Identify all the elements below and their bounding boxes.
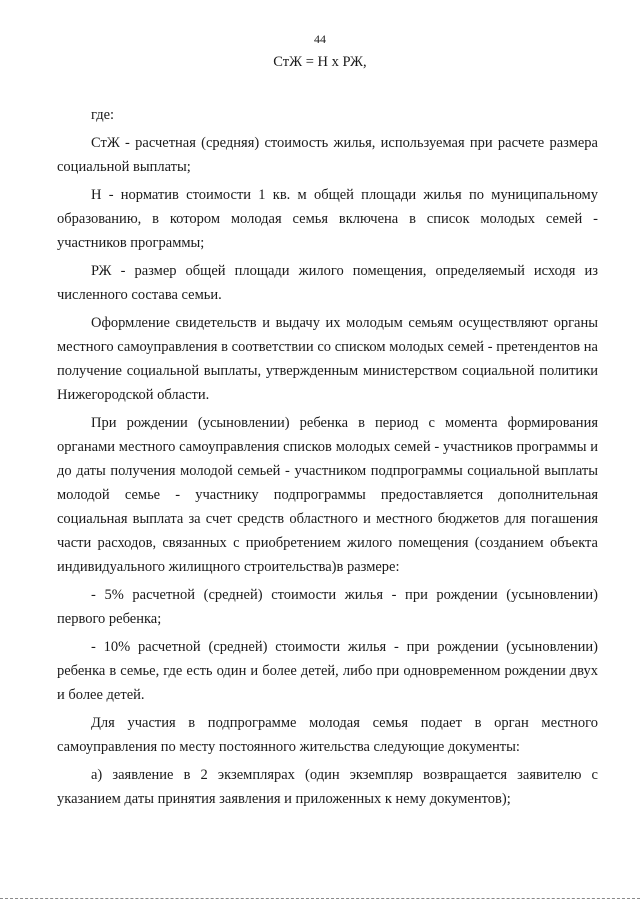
formula: СтЖ = Н х РЖ, [273, 54, 367, 70]
list-item-five-percent: - 5% расчетной (средней) стоимости жилья - при рождении (усыновлении) первого ребенка; [57, 587, 598, 627]
page-number: 44 [314, 32, 326, 46]
paragraph-certificates: Оформление свидетельств и выдачу их молодым семьям осуществляют органы местного самоуправления в соответствии со списком молодых семей - претендентов на получение социальной выплаты, утвержденным министерством социальной политики Нижегородской области. [57, 315, 598, 403]
list-item-application: а) заявление в 2 экземплярах (один экземпляр возвращается заявителю с указанием даты принятия заявления и приложенных к нему документов); [57, 767, 598, 807]
document-body [57, 103, 598, 811]
list-item-ten-percent: - 10% расчетной (средней) стоимости жилья - при рождении (усыновлении) ребенка в семье, где есть один и более детей, либо при одновременном рождении двух и более детей. [57, 639, 598, 703]
paragraph-additional-payment: При рождении (усыновлении) ребенка в период с момента формирования органами местного самоуправления списков молодых семей - участников программы и до даты получения молодой семьей - участником подпрограммы социальной выплаты молодой семье - участнику подпрограммы предоставляется дополнительная социальная выплата за счет средств областного и местного бюджетов для погашения части расходов, связанных с приобретением жилого помещения (созданием объекта индивидуального жилищного строительства)в размере: [57, 415, 598, 575]
paragraph-documents-intro: Для участия в подпрограмме молодая семья подает в орган местного самоуправления по месту постоянного жительства следующие документы: [57, 715, 598, 755]
paragraph-rzh-definition: РЖ - размер общей площади жилого помещения, определяемый исходя из численного состава семьи. [57, 263, 598, 303]
paragraph-where: где: [91, 107, 115, 123]
paragraph-n-definition: Н - норматив стоимости 1 кв. м общей площади жилья по муниципальному образованию, в котором молодая семья включена в список молодых семей - участников программы; [57, 187, 598, 251]
page-bottom-divider [0, 898, 640, 899]
paragraph-stzh-definition: СтЖ - расчетная (средняя) стоимость жилья, используемая при расчете размера социальной выплаты; [57, 135, 598, 175]
